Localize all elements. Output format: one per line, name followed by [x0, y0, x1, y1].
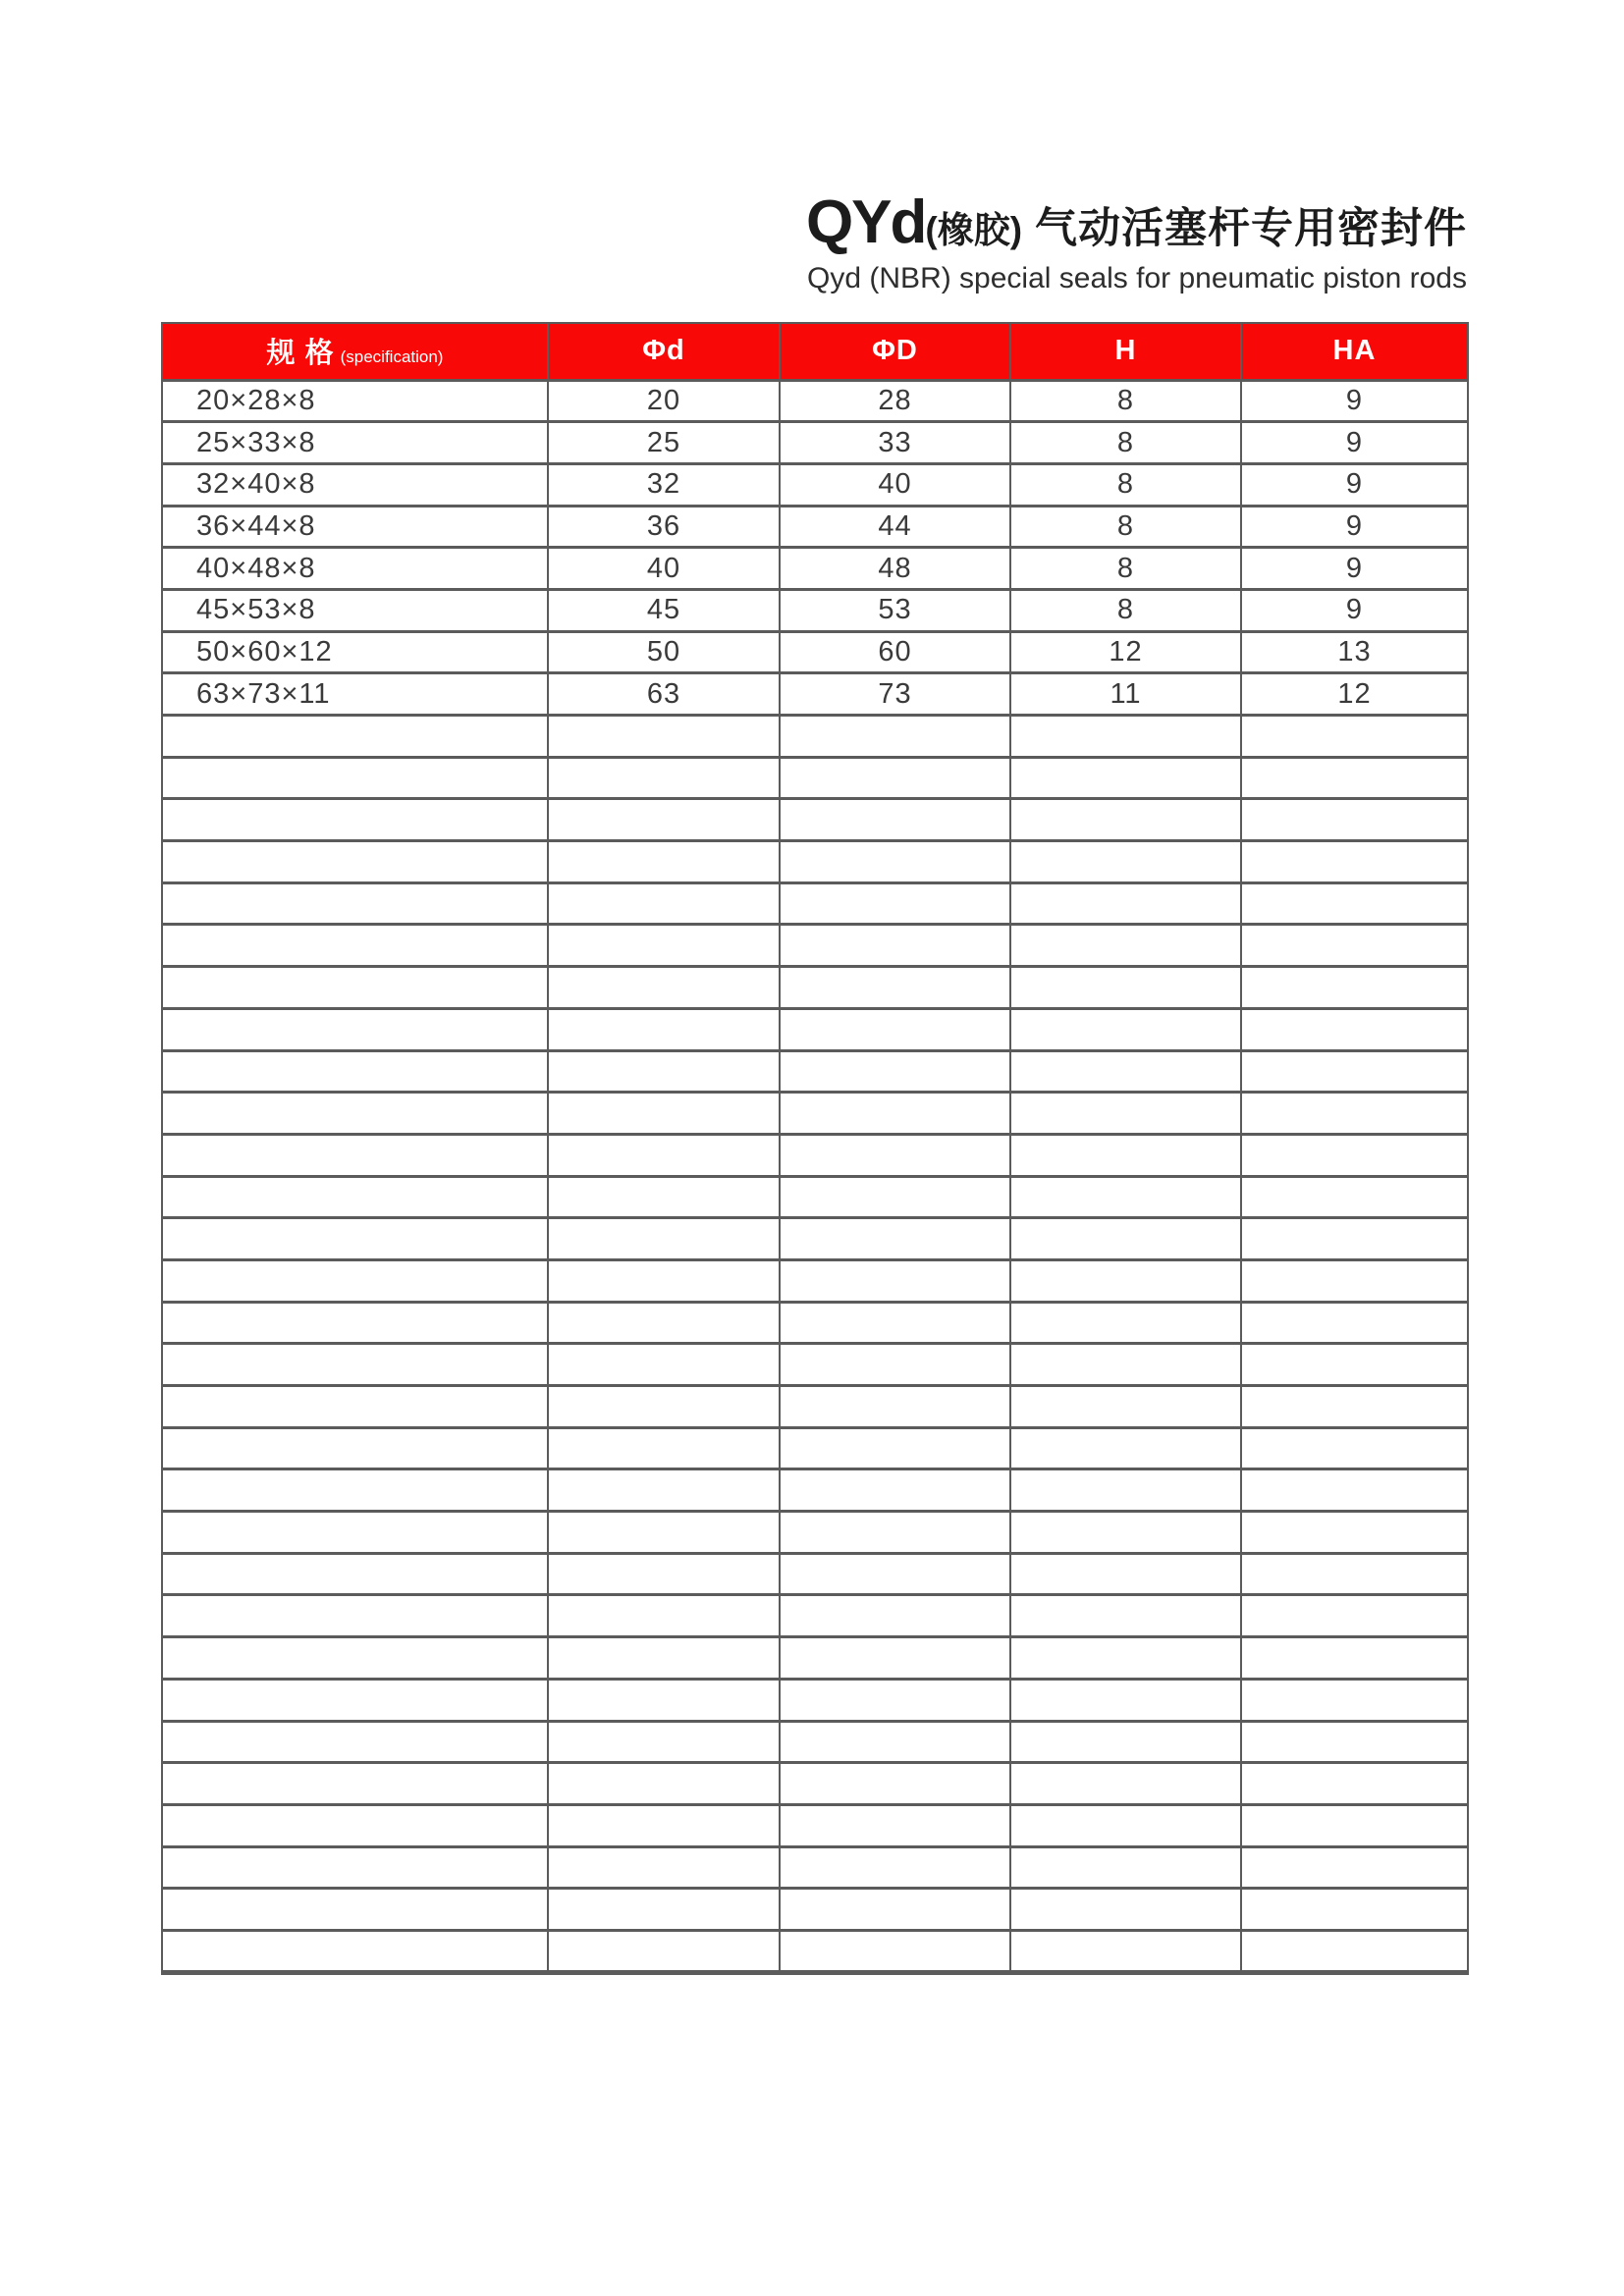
page-title: [805, 188, 1467, 256]
value-cell-D: [780, 1469, 1010, 1512]
value-cell-D: [780, 716, 1010, 758]
spec-cell: [162, 1302, 548, 1344]
value-cell-d: [548, 925, 780, 967]
value-cell-h: [1010, 1846, 1241, 1889]
value-cell-d: 50: [548, 631, 780, 673]
value-cell-h: [1010, 1679, 1241, 1721]
value-cell-d: 25: [548, 422, 780, 464]
value-cell-D: 28: [780, 380, 1010, 422]
spec-cell: [162, 1930, 548, 1972]
value-cell-h: [1010, 1093, 1241, 1135]
value-cell-ha: [1241, 1176, 1468, 1218]
value-cell-ha: [1241, 1595, 1468, 1637]
value-cell-d: [548, 757, 780, 799]
value-cell-D: [780, 882, 1010, 925]
value-cell-D: [780, 1093, 1010, 1135]
value-cell-d: [548, 1427, 780, 1469]
value-cell-ha: [1241, 1259, 1468, 1302]
value-cell-h: [1010, 1721, 1241, 1763]
value-cell-d: [548, 1679, 780, 1721]
spec-cell: [162, 1469, 548, 1512]
table-row: [162, 422, 1468, 464]
table-empty-row: [162, 1386, 1468, 1428]
value-cell-d: [548, 1302, 780, 1344]
value-cell-d: 40: [548, 548, 780, 590]
value-cell-ha: [1241, 841, 1468, 883]
value-cell-D: 53: [780, 589, 1010, 631]
table-empty-row: [162, 1637, 1468, 1680]
value-cell-ha: [1241, 1386, 1468, 1428]
value-cell-h: [1010, 1469, 1241, 1512]
value-cell-h: 8: [1010, 506, 1241, 548]
value-cell-d: [548, 1804, 780, 1846]
value-cell-h: [1010, 1427, 1241, 1469]
table-empty-row: [162, 1427, 1468, 1469]
spec-cell: [162, 1176, 548, 1218]
table-empty-row: [162, 841, 1468, 883]
value-cell-ha: 9: [1241, 380, 1468, 422]
value-cell-D: 33: [780, 422, 1010, 464]
value-cell-d: [548, 1134, 780, 1176]
value-cell-d: [548, 1093, 780, 1135]
value-cell-ha: [1241, 1218, 1468, 1260]
table-row: [162, 589, 1468, 631]
header-cell-phi-d: Φd: [548, 323, 780, 380]
table-empty-row: [162, 1302, 1468, 1344]
value-cell-h: [1010, 1302, 1241, 1344]
value-cell-D: 73: [780, 673, 1010, 716]
spec-cell: [162, 1721, 548, 1763]
value-cell-D: [780, 1008, 1010, 1050]
value-cell-D: [780, 1595, 1010, 1637]
value-cell-h: [1010, 1595, 1241, 1637]
table-empty-row: [162, 1930, 1468, 1972]
spec-cell: [162, 1637, 548, 1680]
table-row: [162, 506, 1468, 548]
spec-cell: 50×60×12: [162, 631, 548, 673]
value-cell-d: [548, 1259, 780, 1302]
value-cell-ha: [1241, 1763, 1468, 1805]
value-cell-D: [780, 1637, 1010, 1680]
value-cell-ha: [1241, 1846, 1468, 1889]
value-cell-D: [780, 1889, 1010, 1931]
value-cell-h: [1010, 967, 1241, 1009]
value-cell-d: 63: [548, 673, 780, 716]
value-cell-ha: [1241, 1512, 1468, 1554]
table-empty-row: [162, 1595, 1468, 1637]
spec-cell: [162, 1344, 548, 1386]
value-cell-D: [780, 1344, 1010, 1386]
value-cell-D: [780, 1512, 1010, 1554]
value-cell-h: 8: [1010, 422, 1241, 464]
value-cell-h: 8: [1010, 463, 1241, 506]
value-cell-D: [780, 841, 1010, 883]
table-empty-row: [162, 967, 1468, 1009]
value-cell-ha: [1241, 1344, 1468, 1386]
spec-cell: [162, 1218, 548, 1260]
header-cell-spec: [162, 323, 548, 380]
spec-cell: [162, 1512, 548, 1554]
spec-cell: [162, 1386, 548, 1428]
value-cell-ha: [1241, 1427, 1468, 1469]
value-cell-d: [548, 1512, 780, 1554]
value-cell-h: 8: [1010, 589, 1241, 631]
spec-cell: [162, 882, 548, 925]
value-cell-ha: [1241, 716, 1468, 758]
value-cell-D: [780, 1259, 1010, 1302]
value-cell-h: [1010, 1134, 1241, 1176]
value-cell-h: 11: [1010, 673, 1241, 716]
table-empty-row: [162, 799, 1468, 841]
value-cell-d: [548, 1595, 780, 1637]
spec-cell: 25×33×8: [162, 422, 548, 464]
value-cell-d: [548, 967, 780, 1009]
spec-cell: [162, 1763, 548, 1805]
table-empty-row: [162, 757, 1468, 799]
table-empty-row: [162, 1134, 1468, 1176]
table-row: [162, 631, 1468, 673]
value-cell-ha: [1241, 925, 1468, 967]
value-cell-d: [548, 1008, 780, 1050]
value-cell-h: [1010, 1512, 1241, 1554]
spec-table: [161, 322, 1469, 1975]
value-cell-d: 32: [548, 463, 780, 506]
table-header-row: [162, 323, 1468, 380]
value-cell-h: [1010, 1804, 1241, 1846]
value-cell-ha: [1241, 1553, 1468, 1595]
spec-cell: 63×73×11: [162, 673, 548, 716]
table-empty-row: [162, 1553, 1468, 1595]
value-cell-D: 48: [780, 548, 1010, 590]
value-cell-d: [548, 1469, 780, 1512]
value-cell-h: [1010, 1050, 1241, 1093]
value-cell-D: [780, 1218, 1010, 1260]
value-cell-D: [780, 1553, 1010, 1595]
value-cell-ha: [1241, 799, 1468, 841]
table-row: [162, 673, 1468, 716]
value-cell-D: [780, 1386, 1010, 1428]
value-cell-ha: 9: [1241, 589, 1468, 631]
value-cell-ha: 9: [1241, 506, 1468, 548]
spec-cell: [162, 799, 548, 841]
value-cell-ha: [1241, 882, 1468, 925]
value-cell-ha: [1241, 1302, 1468, 1344]
value-cell-D: [780, 1763, 1010, 1805]
table-empty-row: [162, 1050, 1468, 1093]
value-cell-ha: [1241, 1721, 1468, 1763]
table-empty-row: [162, 716, 1468, 758]
value-cell-D: [780, 1427, 1010, 1469]
value-cell-h: [1010, 1176, 1241, 1218]
value-cell-d: [548, 1763, 780, 1805]
value-cell-D: [780, 757, 1010, 799]
spec-cell: [162, 1050, 548, 1093]
value-cell-ha: 9: [1241, 548, 1468, 590]
value-cell-ha: [1241, 967, 1468, 1009]
table-empty-row: [162, 1804, 1468, 1846]
value-cell-d: [548, 1846, 780, 1889]
value-cell-D: 60: [780, 631, 1010, 673]
value-cell-ha: [1241, 1050, 1468, 1093]
spec-cell: 36×44×8: [162, 506, 548, 548]
table-empty-row: [162, 1846, 1468, 1889]
value-cell-d: [548, 1386, 780, 1428]
spec-table-body: [162, 380, 1468, 1972]
table-empty-row: [162, 1008, 1468, 1050]
value-cell-ha: [1241, 1637, 1468, 1680]
table-empty-row: [162, 1469, 1468, 1512]
value-cell-D: [780, 967, 1010, 1009]
value-cell-ha: [1241, 757, 1468, 799]
value-cell-h: [1010, 925, 1241, 967]
page-header: [805, 188, 1467, 294]
value-cell-D: [780, 1134, 1010, 1176]
value-cell-h: [1010, 1386, 1241, 1428]
value-cell-ha: [1241, 1008, 1468, 1050]
value-cell-h: [1010, 1008, 1241, 1050]
table-empty-row: [162, 1218, 1468, 1260]
value-cell-d: 45: [548, 589, 780, 631]
value-cell-D: [780, 1302, 1010, 1344]
header-cell-phi-D: ΦD: [780, 323, 1010, 380]
value-cell-d: [548, 1176, 780, 1218]
spec-cell: [162, 1595, 548, 1637]
spec-cell: [162, 1679, 548, 1721]
spec-cell: [162, 1889, 548, 1931]
value-cell-D: [780, 1050, 1010, 1093]
value-cell-ha: [1241, 1804, 1468, 1846]
value-cell-h: [1010, 799, 1241, 841]
spec-cell: [162, 967, 548, 1009]
value-cell-ha: 9: [1241, 422, 1468, 464]
value-cell-D: [780, 799, 1010, 841]
value-cell-d: [548, 1344, 780, 1386]
table-empty-row: [162, 1093, 1468, 1135]
value-cell-D: [780, 1846, 1010, 1889]
value-cell-h: [1010, 1344, 1241, 1386]
value-cell-h: [1010, 757, 1241, 799]
header-spec-en: (specification): [340, 347, 444, 367]
value-cell-D: [780, 1804, 1010, 1846]
value-cell-h: [1010, 841, 1241, 883]
value-cell-d: 20: [548, 380, 780, 422]
value-cell-h: 8: [1010, 380, 1241, 422]
value-cell-d: [548, 1889, 780, 1931]
spec-cell: 40×48×8: [162, 548, 548, 590]
spec-cell: [162, 1553, 548, 1595]
value-cell-ha: [1241, 1679, 1468, 1721]
value-cell-ha: 9: [1241, 463, 1468, 506]
spec-cell: [162, 1846, 548, 1889]
value-cell-h: 8: [1010, 548, 1241, 590]
value-cell-ha: [1241, 1889, 1468, 1931]
table-row: [162, 463, 1468, 506]
value-cell-ha: [1241, 1134, 1468, 1176]
value-cell-d: [548, 1218, 780, 1260]
value-cell-d: [548, 716, 780, 758]
value-cell-ha: 13: [1241, 631, 1468, 673]
value-cell-D: [780, 1721, 1010, 1763]
value-cell-ha: [1241, 1093, 1468, 1135]
value-cell-d: [548, 1050, 780, 1093]
header-spec-cn: 规 格: [266, 338, 335, 370]
title-brand: QYd: [805, 188, 926, 256]
table-empty-row: [162, 1512, 1468, 1554]
table-empty-row: [162, 925, 1468, 967]
table-row: [162, 548, 1468, 590]
value-cell-d: [548, 1637, 780, 1680]
value-cell-D: [780, 925, 1010, 967]
value-cell-d: [548, 799, 780, 841]
table-empty-row: [162, 1259, 1468, 1302]
value-cell-D: 40: [780, 463, 1010, 506]
table-row: [162, 380, 1468, 422]
value-cell-d: [548, 1553, 780, 1595]
value-cell-d: [548, 882, 780, 925]
value-cell-h: [1010, 1637, 1241, 1680]
title-paren-cn: (橡胶): [925, 210, 1023, 250]
table-empty-row: [162, 1176, 1468, 1218]
table-empty-row: [162, 882, 1468, 925]
table-empty-row: [162, 1679, 1468, 1721]
page-subtitle: Qyd (NBR) special seals for pneumatic piston rods: [807, 262, 1467, 294]
header-cell-ha: HA: [1241, 323, 1468, 380]
title-chinese: 气动活塞杆专用密封件: [1022, 205, 1467, 252]
spec-cell: 45×53×8: [162, 589, 548, 631]
value-cell-h: [1010, 1218, 1241, 1260]
spec-cell: 32×40×8: [162, 463, 548, 506]
spec-cell: [162, 841, 548, 883]
spec-cell: [162, 757, 548, 799]
value-cell-h: [1010, 1553, 1241, 1595]
spec-cell: [162, 1259, 548, 1302]
value-cell-h: 12: [1010, 631, 1241, 673]
value-cell-h: [1010, 1259, 1241, 1302]
value-cell-d: [548, 841, 780, 883]
value-cell-ha: [1241, 1930, 1468, 1972]
value-cell-h: [1010, 716, 1241, 758]
spec-cell: [162, 1093, 548, 1135]
value-cell-h: [1010, 1889, 1241, 1931]
spec-cell: [162, 716, 548, 758]
value-cell-d: [548, 1721, 780, 1763]
table-empty-row: [162, 1721, 1468, 1763]
value-cell-D: [780, 1679, 1010, 1721]
value-cell-h: [1010, 1763, 1241, 1805]
value-cell-D: 44: [780, 506, 1010, 548]
table-empty-row: [162, 1344, 1468, 1386]
spec-cell: [162, 1804, 548, 1846]
spec-cell: [162, 1427, 548, 1469]
value-cell-D: [780, 1930, 1010, 1972]
value-cell-d: [548, 1930, 780, 1972]
spec-cell: [162, 1008, 548, 1050]
spec-cell: [162, 925, 548, 967]
spec-cell: 20×28×8: [162, 380, 548, 422]
value-cell-ha: 12: [1241, 673, 1468, 716]
value-cell-d: 36: [548, 506, 780, 548]
table-empty-row: [162, 1763, 1468, 1805]
value-cell-ha: [1241, 1469, 1468, 1512]
spec-cell: [162, 1134, 548, 1176]
table-empty-row: [162, 1889, 1468, 1931]
header-cell-h: H: [1010, 323, 1241, 380]
value-cell-h: [1010, 1930, 1241, 1972]
value-cell-D: [780, 1176, 1010, 1218]
value-cell-h: [1010, 882, 1241, 925]
